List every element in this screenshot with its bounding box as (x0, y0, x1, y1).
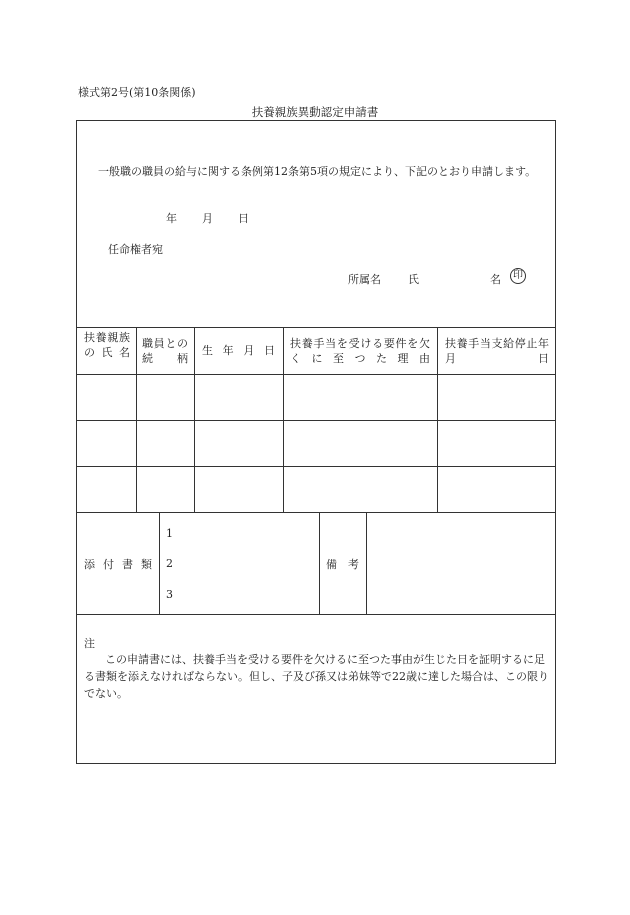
note-body: この申請書には、扶養手当を受ける要件を欠けるに至つた事由が生じた日を証明するに足る書類を添えなければならない。但し、子及び孫又は弟妹等で22歳に達した場合は、この限りでない。 (84, 653, 549, 700)
table-column-line (283, 327, 284, 512)
header-reason: 扶養手当を受ける要件を欠くに至つた理由 (290, 337, 430, 365)
header-stop-date: 扶養手当支給停止年月日 (445, 337, 549, 365)
date-month-label: 月 (202, 212, 213, 225)
attachment-item: 2 (166, 557, 173, 570)
remarks-column-line (319, 512, 320, 614)
remarks-column-line (366, 512, 367, 614)
name-label-part2: 名 (490, 273, 501, 286)
attachment-item: 3 (166, 588, 173, 601)
header-birth-date: 生年月日 (202, 344, 275, 357)
addressee: 任命権者宛 (108, 243, 163, 256)
document-title: 扶養親族異動認定申請書 (251, 105, 379, 119)
form-number: 様式第2号(第10条関係) (78, 86, 196, 99)
name-label-part1: 氏 (408, 273, 419, 286)
intro-text: 一般職の職員の給与に関する条例第12条第5項の規定により、下記のとおり申請します。 (98, 165, 537, 178)
table-bottom-line (76, 512, 556, 513)
header-dependent-name: 扶養親族の氏名 (84, 331, 130, 359)
attachments-bottom-line (76, 614, 556, 615)
table-top-line (76, 327, 556, 328)
table-header-bottom-line (76, 374, 556, 375)
table-row-line (76, 420, 556, 421)
attachments-label: 添付書類 (84, 558, 152, 571)
attachment-item: 1 (166, 527, 173, 540)
remarks-label: 備考 (326, 558, 359, 571)
table-column-line (437, 327, 438, 512)
date-year-label: 年 (166, 212, 177, 225)
table-row-line (76, 466, 556, 467)
seal-mark: 印 (510, 268, 526, 284)
table-column-line (194, 327, 195, 512)
note-title: 注 (84, 637, 95, 650)
attachments-column-line (159, 512, 160, 614)
affiliation-label: 所属名 (348, 273, 381, 286)
table-column-line (136, 327, 137, 512)
header-relationship: 職員との続柄 (142, 337, 188, 365)
date-day-label: 日 (238, 212, 249, 225)
